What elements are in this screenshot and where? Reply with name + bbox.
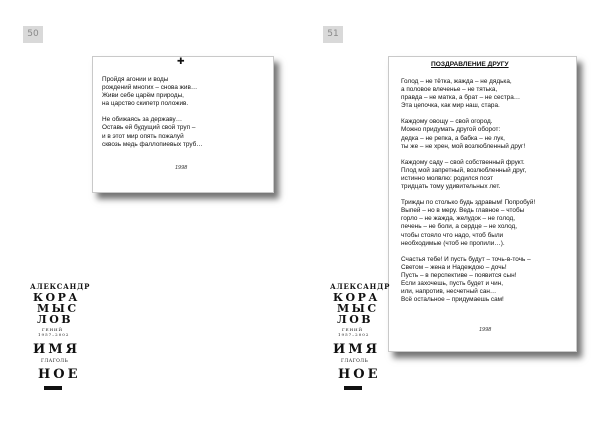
poem-line: необходимые (чтоб не пропили…). — [401, 239, 505, 247]
logo-label: ГЕНИЙ — [42, 327, 64, 332]
logo-years: 1957–2002 — [338, 332, 370, 337]
logo-author-first: АЛЕКСАНДР — [30, 282, 91, 291]
poem-line: тридцать тому удивительных лет. — [401, 183, 501, 191]
poem-year: 1998 — [175, 165, 188, 171]
poem-line: а половое влеченье – не тятька, — [401, 86, 498, 94]
poem-line: Каждому овощу – свой огород. — [401, 118, 493, 126]
logo-noe: НОЕ — [38, 367, 81, 382]
logo-line1: КОРА — [33, 291, 80, 304]
logo-name: ИМЯ — [333, 342, 381, 357]
poem-line: Оставь ей будущий свой труп – — [102, 124, 196, 132]
poem-line: на царство скипетр положив. — [102, 100, 189, 108]
logo-line2: МЫС — [337, 302, 379, 315]
poem-line: Можно придумать другой оборот: — [401, 126, 501, 134]
logo-line3: ЛОВ — [37, 313, 74, 326]
page-number-left: 50 — [23, 26, 43, 43]
poem-line: или, напротив, несчетный сан… — [401, 288, 497, 296]
poem-line: Эта цепочка, как мир наш, стара. — [401, 102, 500, 110]
cross-ornament-icon: ✚ — [177, 57, 185, 67]
logo-line1: КОРА — [333, 291, 380, 304]
logo-line3: ЛОВ — [337, 313, 374, 326]
poem-year: 1998 — [479, 327, 492, 333]
poem-line: Пусть – в перспективе – появится сын! — [401, 271, 517, 279]
poem-line: Плод мой запретный, возлюбленный друг, — [401, 166, 527, 174]
logo-line2: МЫС — [37, 302, 79, 315]
poem-line: Пройдя агонии и воды — [102, 76, 169, 83]
logo-bar — [44, 386, 62, 390]
logo-label: ГЕНИЙ — [342, 327, 364, 332]
poem-line: Если захочешь, пусть будет и чин, — [401, 279, 504, 287]
poem-line: Трижды по столько будь здравым! Попробуй! — [401, 199, 536, 207]
stanza — [401, 256, 535, 305]
stanza — [401, 78, 535, 110]
poem-line: горло – не жажда, желудок – не голод, — [401, 215, 516, 223]
logo-years: 1957–2002 — [38, 332, 70, 337]
poem-line: сквозь медь фаллопиевых труб… — [102, 140, 203, 148]
logo-glagol: ГЛАГОЛЬ — [341, 359, 369, 364]
poem-title: ПОЗДРАВЛЕНИЕ ДРУГУ — [431, 61, 509, 68]
poem-left — [102, 76, 203, 157]
poem-line: Светом – жена и Надеждою – дочь! — [401, 263, 507, 271]
poem-line: дедка – не репка, а бабка – не лук, — [401, 134, 505, 142]
stanza — [401, 199, 535, 248]
logo-noe: НОЕ — [338, 367, 381, 382]
poem-line: Всё остальное – придумаешь сам! — [401, 296, 504, 304]
poem-line: и в этот мир опять пожалуй — [102, 132, 184, 140]
poem-line: рождений многих – снова жив… — [102, 84, 198, 92]
poem-right — [401, 78, 535, 312]
poem-line: истинно молвлю: родился поэт — [401, 174, 493, 182]
poem-line: ты же – не хрен, мой возлюбленный друг! — [401, 142, 526, 150]
stanza — [102, 116, 203, 148]
logo-glagol: ГЛАГОЛЬ — [41, 359, 69, 364]
poem-line: правда – не матка, а брат – не сестра… — [401, 94, 521, 102]
stanza — [401, 118, 535, 150]
logo-name: ИМЯ — [33, 342, 81, 357]
poem-line: Не обижаясь за державу… — [102, 116, 183, 124]
author-logo-left — [30, 282, 112, 402]
stanza — [401, 159, 535, 191]
poem-line: Выпей – но в меру. Ведь главное – чтобы — [401, 207, 525, 215]
poem-line: Каждому саду – свой собственный фрукт. — [401, 158, 525, 166]
poem-line: Счастья тебе! И пусть будут – точь-в-точь – — [401, 255, 531, 263]
page-number-right: 51 — [323, 26, 343, 43]
author-logo-right — [330, 282, 412, 402]
poem-card-left — [92, 56, 274, 193]
logo-bar — [344, 386, 362, 390]
poem-line: печень – не боли, а сердце – не холод, — [401, 223, 518, 231]
poem-line: Живи себе царём природы, — [102, 92, 184, 100]
poem-card-right — [388, 56, 577, 352]
stanza — [102, 76, 203, 108]
poem-line: Голод – не тётка, жажда – не дядька, — [401, 78, 512, 85]
poem-line: чтобы стояло что надо, чтоб были — [401, 231, 504, 239]
logo-author-first: АЛЕКСАНДР — [330, 282, 391, 291]
